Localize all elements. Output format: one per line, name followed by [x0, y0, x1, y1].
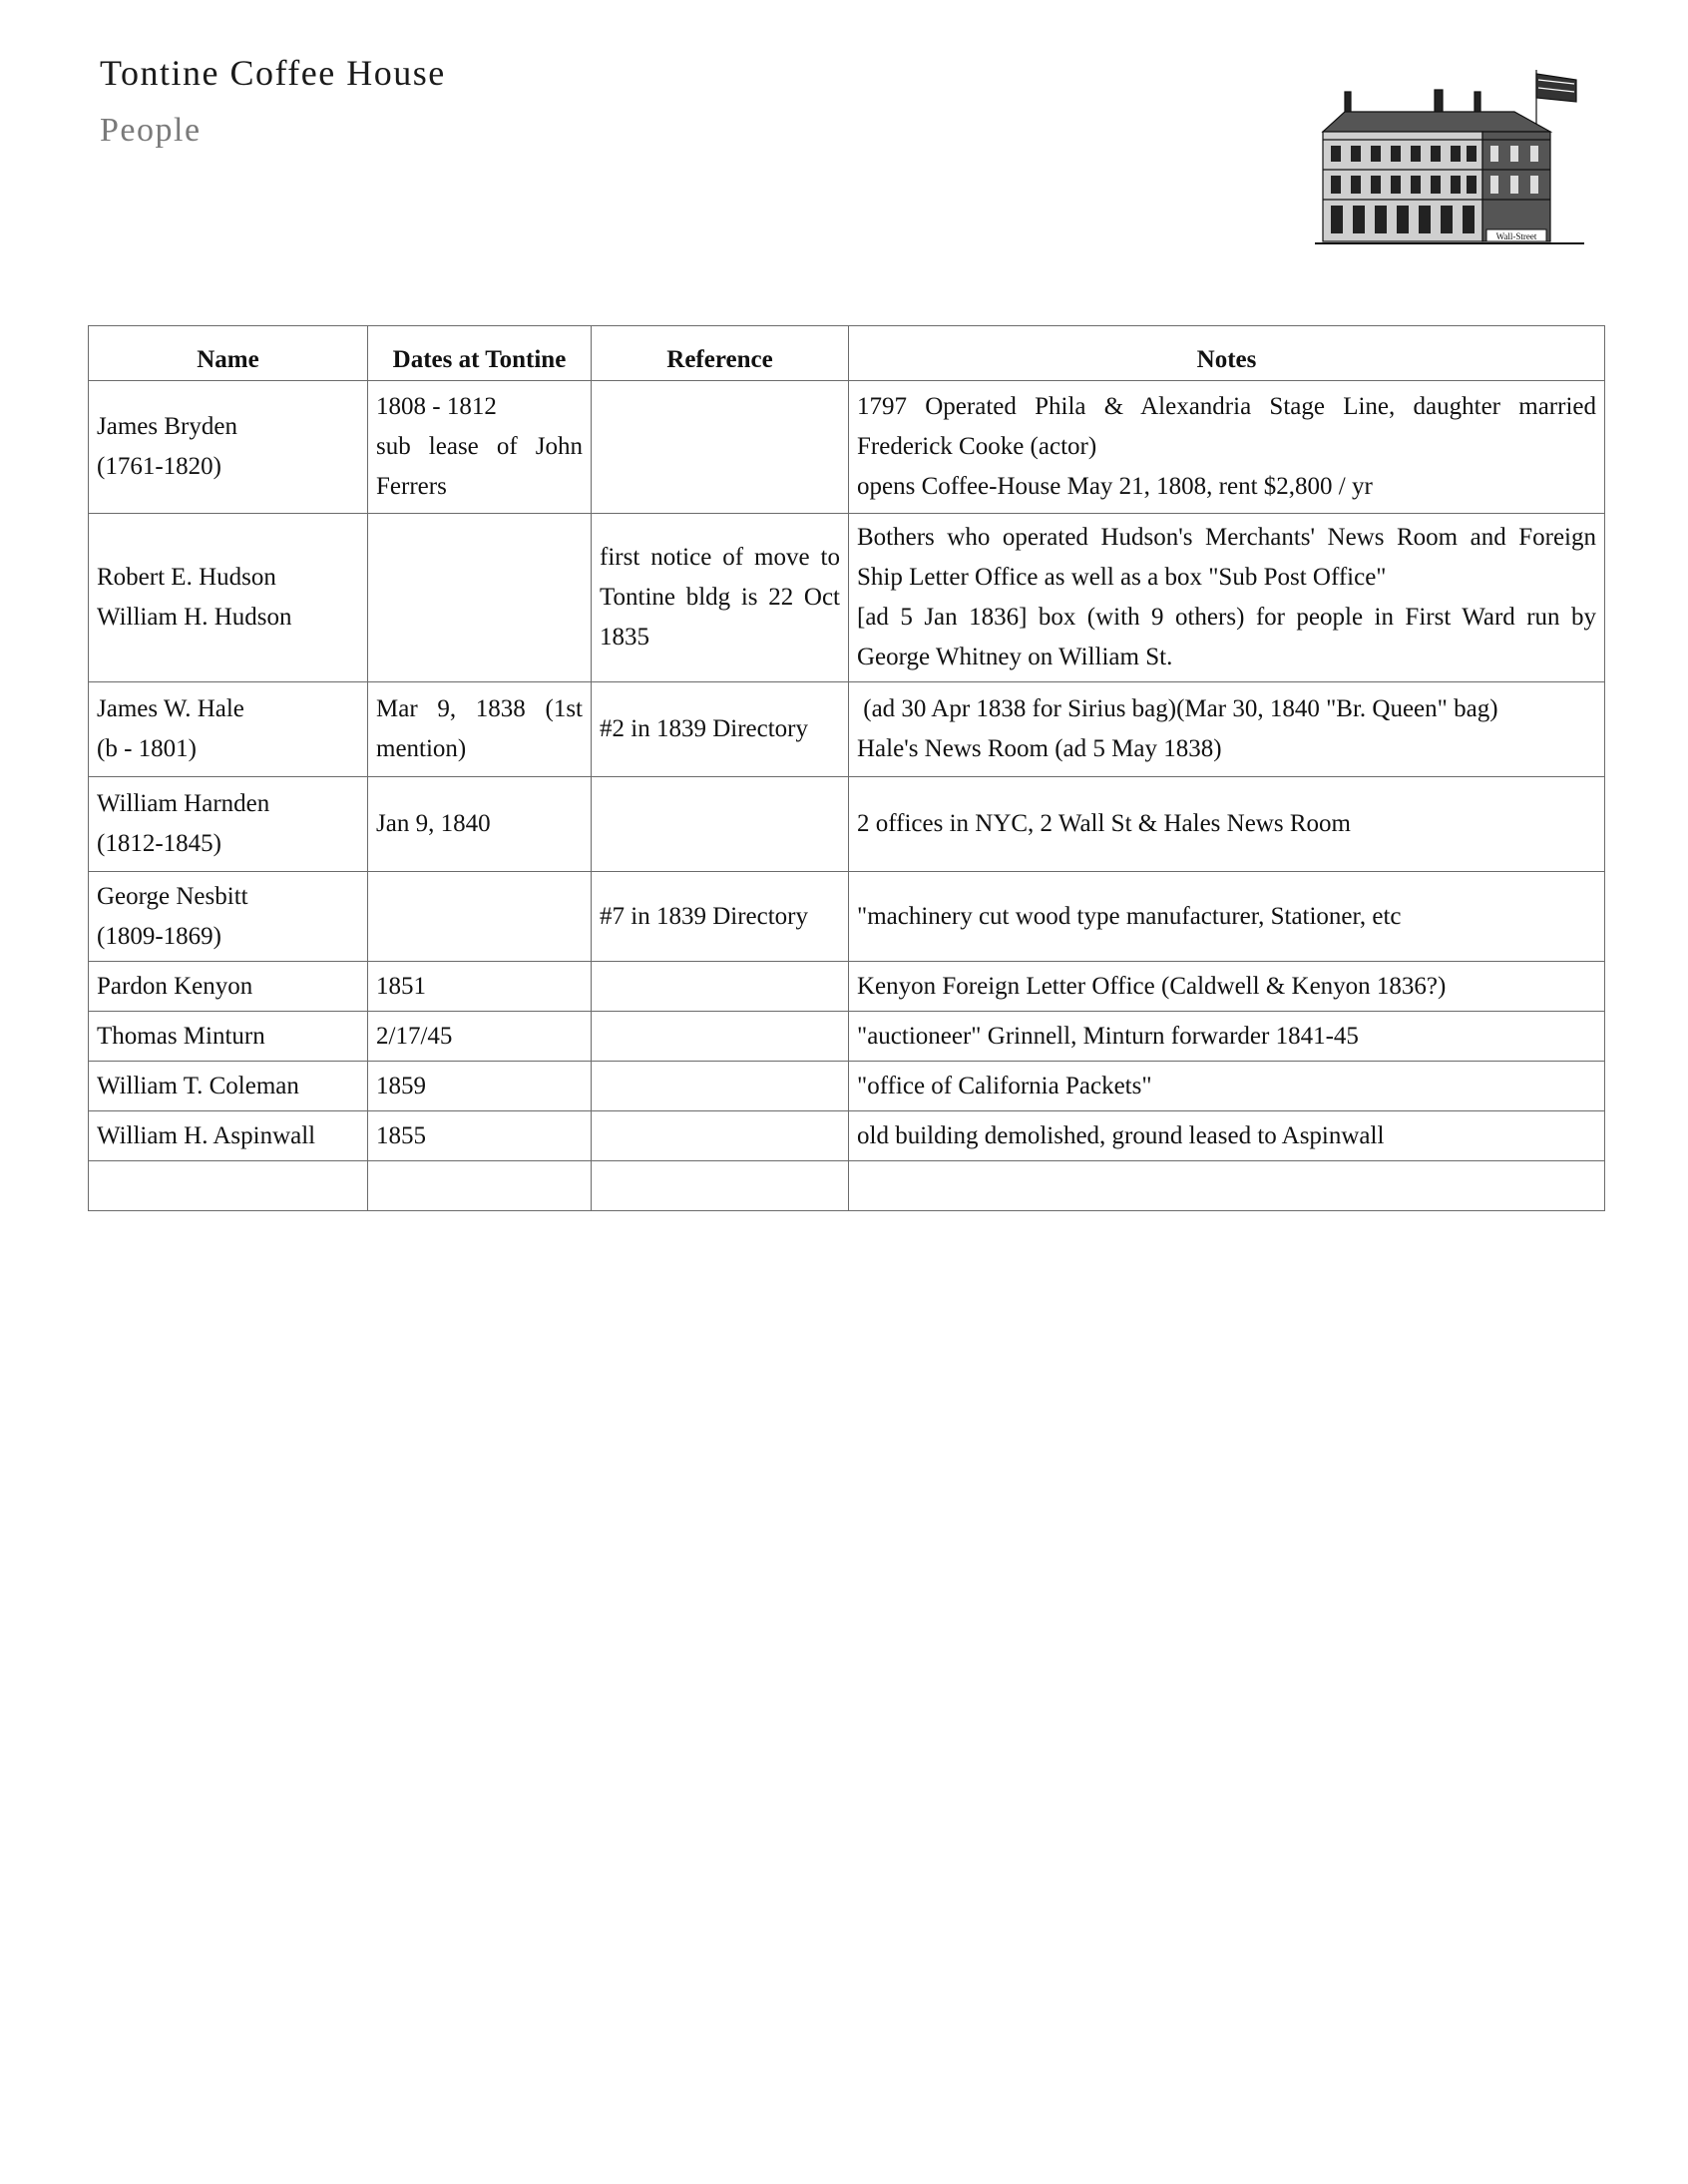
- name-cell: William T. Coleman: [89, 1062, 368, 1111]
- table-row: [89, 1161, 1605, 1211]
- notes-cell: [849, 872, 1605, 962]
- name-line: William Harnden: [97, 790, 270, 817]
- notes-cell: "auctioneer" Grinnell, Minturn forwarder 1841-45: [849, 1012, 1605, 1062]
- dates-cell: 1851: [368, 962, 592, 1012]
- notes-line: (ad 30 Apr 1838 for Sirius bag)(Mar 30, 1840 "Br. Queen" bag): [857, 695, 1498, 722]
- reference-cell: [592, 1012, 849, 1062]
- table-row: [89, 872, 1605, 962]
- name-cell: [89, 682, 368, 777]
- engraving-caption: Wall-Street: [1495, 231, 1537, 241]
- column-header-dates: Dates at Tontine: [368, 326, 592, 381]
- dates-cell: [368, 514, 592, 682]
- page-title: Tontine Coffee House: [100, 53, 446, 93]
- reference-line: #7 in 1839 Directory: [600, 902, 808, 930]
- table-row: [89, 777, 1605, 872]
- table-row: [89, 1062, 1605, 1111]
- table-row: [89, 682, 1605, 777]
- reference-cell: [592, 962, 849, 1012]
- notes-cell: old building demolished, ground leased to Aspinwall: [849, 1111, 1605, 1161]
- dates-cell: 2/17/45: [368, 1012, 592, 1062]
- notes-line: Bothers who operated Hudson's Merchants' News Room and Foreign Ship Letter Office as well as a box "Sub Post Office": [857, 524, 1596, 591]
- name-line: Robert E. Hudson: [97, 564, 276, 591]
- notes-line: opens Coffee-House May 21, 1808, rent $2,800 / yr: [857, 473, 1373, 500]
- notes-line: [ad 5 Jan 1836] box (with 9 others) for people in First Ward run by George Whitney on William St.: [857, 604, 1596, 670]
- reference-cell: [592, 514, 849, 682]
- notes-cell: "office of California Packets": [849, 1062, 1605, 1111]
- dates-cell: [368, 1161, 592, 1211]
- table-header-row: [89, 326, 1605, 381]
- name-cell: William H. Aspinwall: [89, 1111, 368, 1161]
- table-row: [89, 962, 1605, 1012]
- table-row: [89, 514, 1605, 682]
- reference-cell: [592, 682, 849, 777]
- name-line: (1761-1820): [97, 453, 221, 480]
- dates-line: sub lease of John Ferrers: [376, 433, 583, 500]
- name-line: James W. Hale: [97, 695, 244, 722]
- reference-cell: [592, 777, 849, 872]
- table-row: [89, 381, 1605, 514]
- notes-cell: [849, 777, 1605, 872]
- dates-cell: 1859: [368, 1062, 592, 1111]
- notes-cell: Kenyon Foreign Letter Office (Caldwell & Kenyon 1836?): [849, 962, 1605, 1012]
- name-cell: [89, 777, 368, 872]
- reference-cell: [592, 1062, 849, 1111]
- reference-cell: [592, 1111, 849, 1161]
- people-table: [88, 325, 1605, 1211]
- dates-cell: [368, 682, 592, 777]
- reference-cell: [592, 1161, 849, 1211]
- name-line: William H. Hudson: [97, 604, 292, 631]
- notes-line: Hale's News Room (ad 5 May 1838): [857, 735, 1222, 762]
- notes-cell: [849, 514, 1605, 682]
- dates-cell: [368, 777, 592, 872]
- dates-line: Jan 9, 1840: [376, 810, 491, 837]
- table-row: [89, 1012, 1605, 1062]
- reference-line: first notice of move to Tontine bldg is 22 Oct 1835: [600, 544, 840, 651]
- name-line: George Nesbitt: [97, 882, 248, 910]
- dates-line: 1808 - 1812: [376, 393, 497, 420]
- dates-cell: 1855: [368, 1111, 592, 1161]
- page-subtitle: People: [100, 112, 202, 149]
- reference-cell: [592, 381, 849, 514]
- notes-line: 2 offices in NYC, 2 Wall St & Hales News Room: [857, 810, 1351, 837]
- notes-cell: [849, 381, 1605, 514]
- notes-cell: [849, 682, 1605, 777]
- table-row: [89, 1111, 1605, 1161]
- name-line: (1809-1869): [97, 922, 221, 950]
- column-header-name: Name: [89, 326, 368, 381]
- notes-line: "machinery cut wood type manufacturer, Stationer, etc: [857, 902, 1402, 930]
- dates-line: Mar 9, 1838 (1st mention): [376, 695, 583, 762]
- name-line: James Bryden: [97, 413, 237, 440]
- reference-line: #2 in 1839 Directory: [600, 715, 808, 742]
- name-cell: [89, 381, 368, 514]
- name-cell: Pardon Kenyon: [89, 962, 368, 1012]
- name-cell: [89, 514, 368, 682]
- column-header-notes: Notes: [849, 326, 1605, 381]
- reference-cell: [592, 872, 849, 962]
- notes-line: 1797 Operated Phila & Alexandria Stage Line, daughter married Frederick Cooke (actor): [857, 393, 1596, 460]
- column-header-reference: Reference: [592, 326, 849, 381]
- name-line: (b - 1801): [97, 735, 197, 762]
- tontine-building-engraving: [1315, 62, 1584, 261]
- dates-cell: [368, 381, 592, 514]
- name-cell: [89, 1161, 368, 1211]
- name-cell: Thomas Minturn: [89, 1012, 368, 1062]
- name-cell: [89, 872, 368, 962]
- name-line: (1812-1845): [97, 830, 221, 857]
- dates-cell: [368, 872, 592, 962]
- notes-cell: [849, 1161, 1605, 1211]
